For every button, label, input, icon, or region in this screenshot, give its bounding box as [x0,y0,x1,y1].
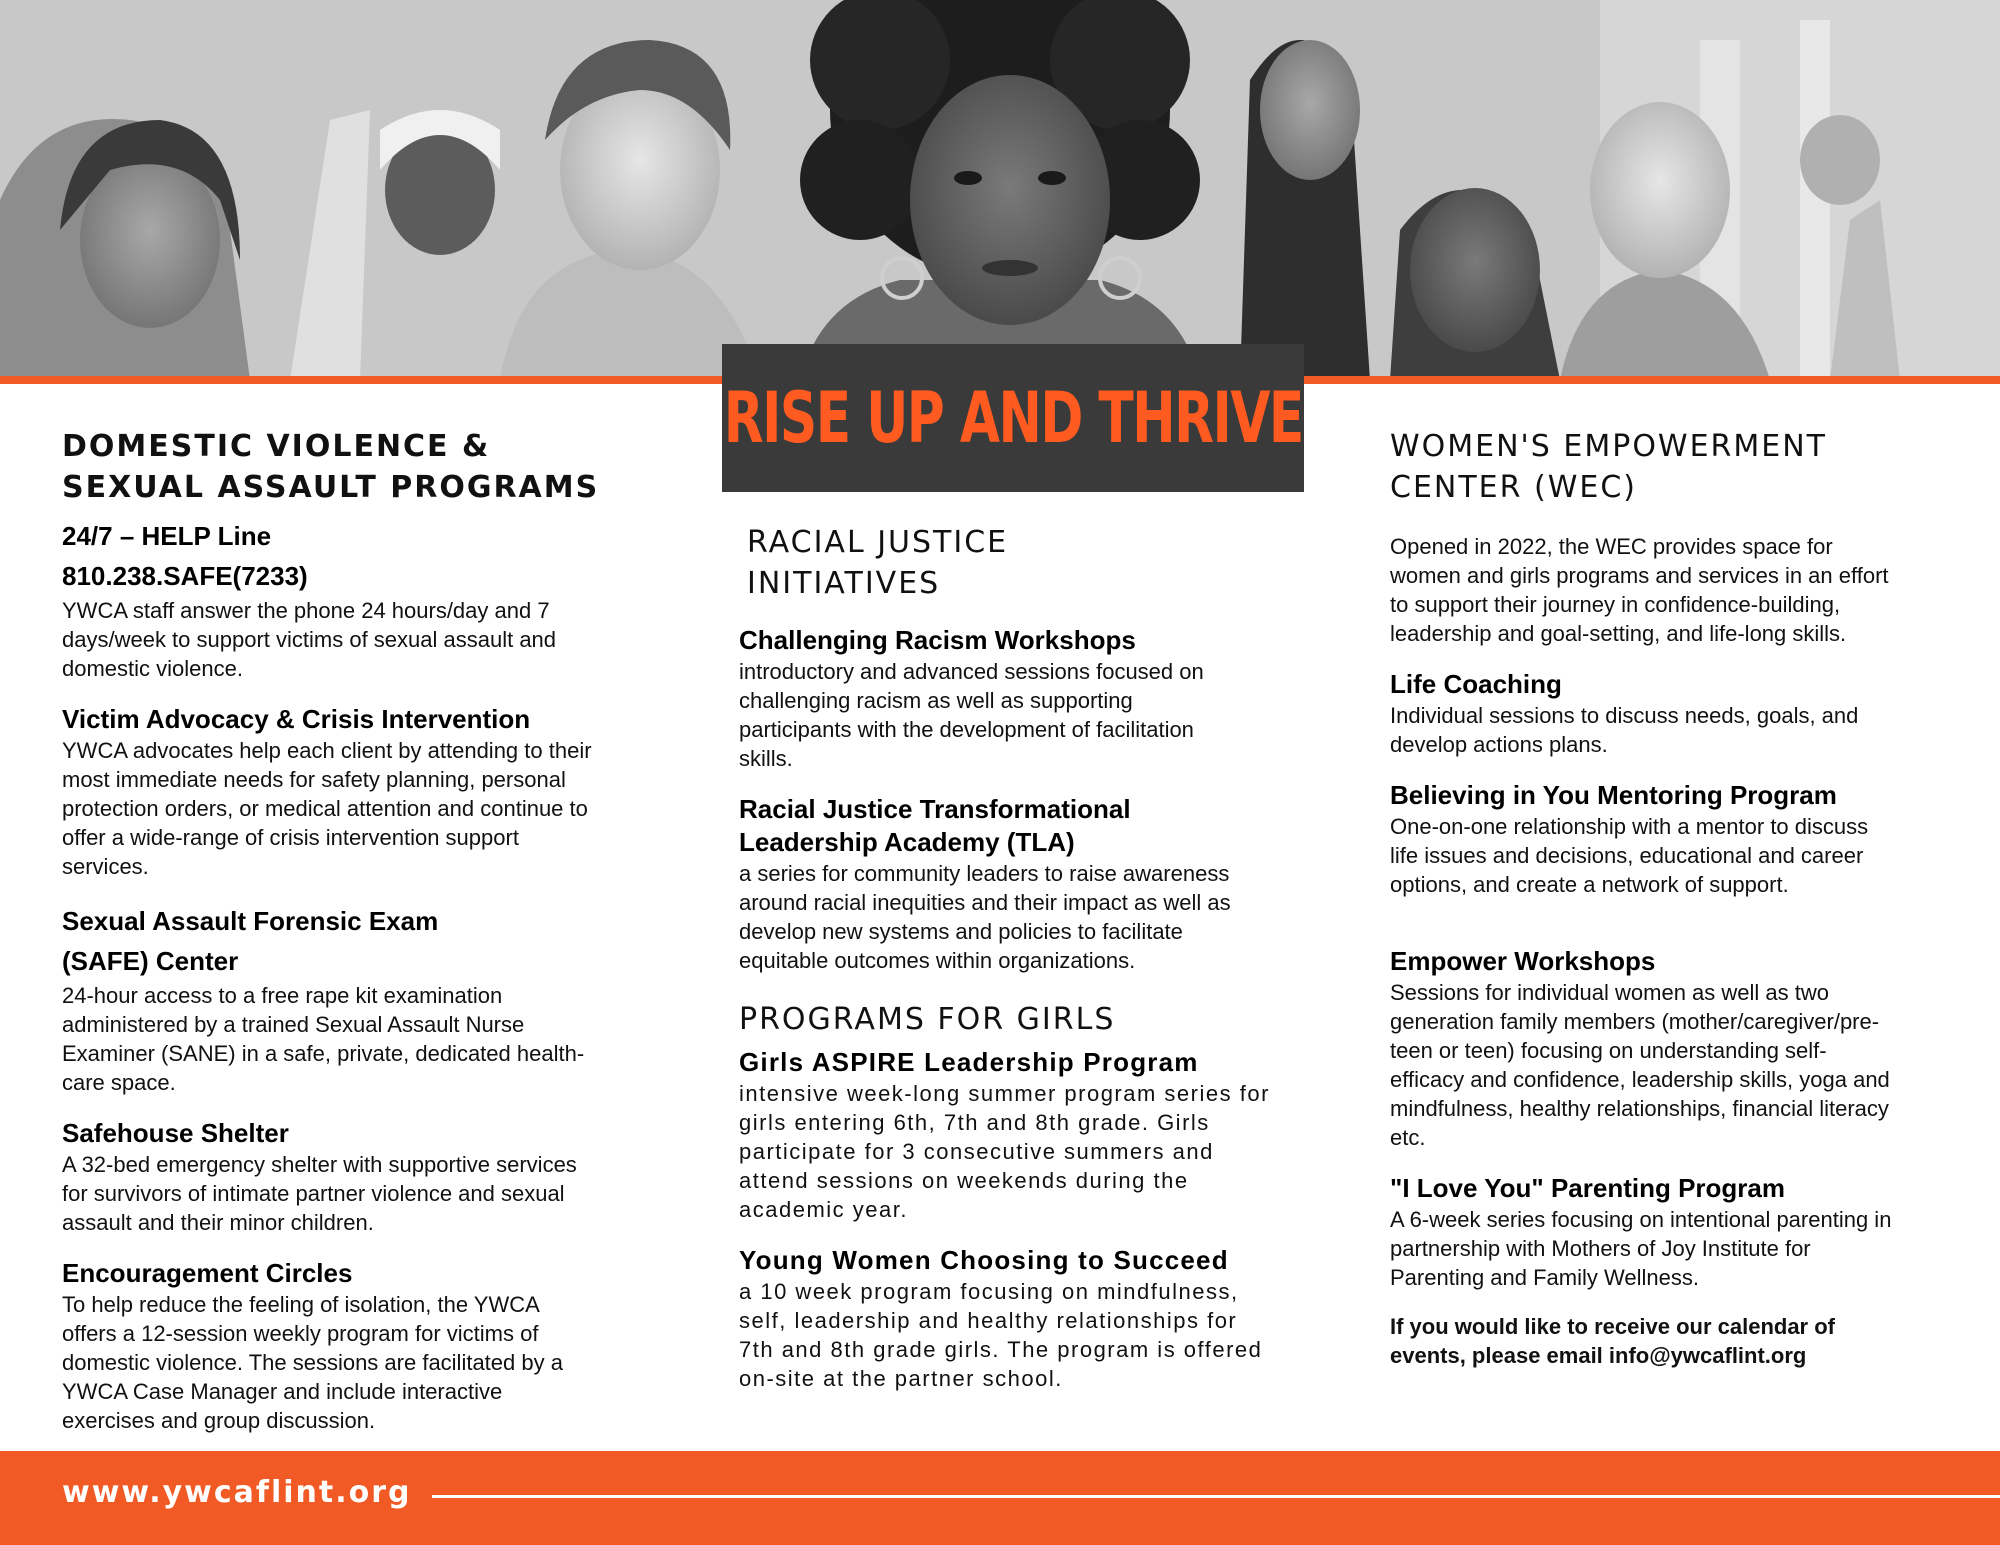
section-title-racial-justice: RACIAL JUSTICE INITIATIVES [747,525,1009,601]
empower-workshops-heading: Empower Workshops [1390,946,1656,976]
girls-aspire-heading: Girls ASPIRE Leadership Program [739,1047,1199,1077]
empower-workshops-text: Sessions for individual women as well as two generation family members (mother/caregiver/pre- teen or teen) focusing on understanding self- efficacy and confidence, leadership skills, yoga and mindfulness, healthy relationships, financial literacy etc. [1390,980,1890,1150]
mentoring-heading: Believing in You Mentoring Program [1390,780,1837,810]
racial-justice-column [739,522,1339,1393]
section-title-domestic-violence: DOMESTIC VIOLENCE & SEXUAL ASSAULT PROGRAMS [62,429,600,505]
safe-center-heading: Sexual Assault Forensic Exam (SAFE) Center [62,906,439,976]
mentoring-text: One-on-one relationship with a mentor to discuss life issues and decisions, educational and career options, and create a network of support. [1390,814,1869,897]
footer-divider-line [432,1495,2000,1498]
victim-advocacy-heading: Victim Advocacy & Crisis Intervention [62,704,531,734]
safe-center-text: 24-hour access to a free rape kit examination administered by a trained Sexual Assault Nurse Examiner (SANE) in a safe, private, dedicated health- care space. [62,983,585,1095]
encouragement-circles-heading: Encouragement Circles [62,1258,353,1288]
headline-text: RISE UP AND THRIVE [723,377,1303,459]
safehouse-shelter-text: A 32-bed emergency shelter with supportive services for survivors of intimate partner violence and sexual assault and their minor children. [62,1152,577,1235]
parenting-program-text: A 6-week series focusing on intentional parenting in partnership with Mothers of Joy Institute for Parenting and Family Wellness. [1390,1207,1892,1290]
website-link[interactable]: www.ywcaflint.org [62,1475,412,1510]
wec-intro-text: Opened in 2022, the WEC provides space for women and girls programs and services in an effort to support their journey in confidence-building, leadership and goal-setting, and life-long skills. [1390,534,1889,646]
headline-banner [722,344,1304,492]
victim-advocacy-text: YWCA advocates help each client by attending to their most immediate needs for safety planning, personal protection orders, or medical attention and continue to offer a wide-range of crisis intervention support services. [62,738,592,879]
calendar-email-note: If you would like to receive our calendar of events, please email info@ywcaflint.org [1390,1314,1835,1368]
young-women-text: a 10 week program focusing on mindfulness, self, leadership and healthy relationships for 7th and 8th grade girls. The program is offered on-site at the partner school. [739,1279,1263,1391]
section-title-wec: WOMEN'S EMPOWERMENT CENTER (WEC) [1390,429,1827,505]
footer-bar [0,1451,2000,1545]
tla-heading: Racial Justice Transformational Leadership Academy (TLA) [739,794,1131,857]
safehouse-shelter-heading: Safehouse Shelter [62,1118,289,1148]
help-line-label: 24/7 – HELP Line [62,521,272,551]
young-women-heading: Young Women Choosing to Succeed [739,1245,1229,1275]
help-line-text: YWCA staff answer the phone 24 hours/day and 7 days/week to support victims of sexual assault and domestic violence. [62,598,557,681]
parenting-program-heading: "I Love You" Parenting Program [1390,1173,1785,1203]
protest-photo-illustration [0,0,2000,380]
life-coaching-heading: Life Coaching [1390,669,1562,699]
domestic-violence-column [62,426,682,1435]
encouragement-circles-text: To help reduce the feeling of isolation, the YWCA offers a 12-session weekly program for victims of domestic violence. The sessions are facilitated by a YWCA Case Manager and include interactive exercises and group discussion. [62,1292,563,1433]
life-coaching-text: Individual sessions to discuss needs, goals, and develop actions plans. [1390,703,1859,757]
challenging-racism-text: introductory and advanced sessions focused on challenging racism as well as supporting participants with the development of facilitation skills. [739,659,1204,771]
challenging-racism-heading: Challenging Racism Workshops [739,625,1136,655]
wec-column [1390,426,1980,1370]
section-title-programs-for-girls: PROGRAMS FOR GIRLS [739,1002,1116,1037]
girls-aspire-text: intensive week-long summer program series for girls entering 6th, 7th and 8th grade. Girls participate for 3 consecutive summers and attend sessions on weekends during the academic year. [739,1081,1270,1222]
hero-photo [0,0,2000,380]
help-line-number: 810.238.SAFE(7233) [62,561,308,591]
tla-text: a series for community leaders to raise awareness around racial inequities and their impact as well as develop new systems and policies to facilitate equitable outcomes within organizations. [739,861,1231,973]
